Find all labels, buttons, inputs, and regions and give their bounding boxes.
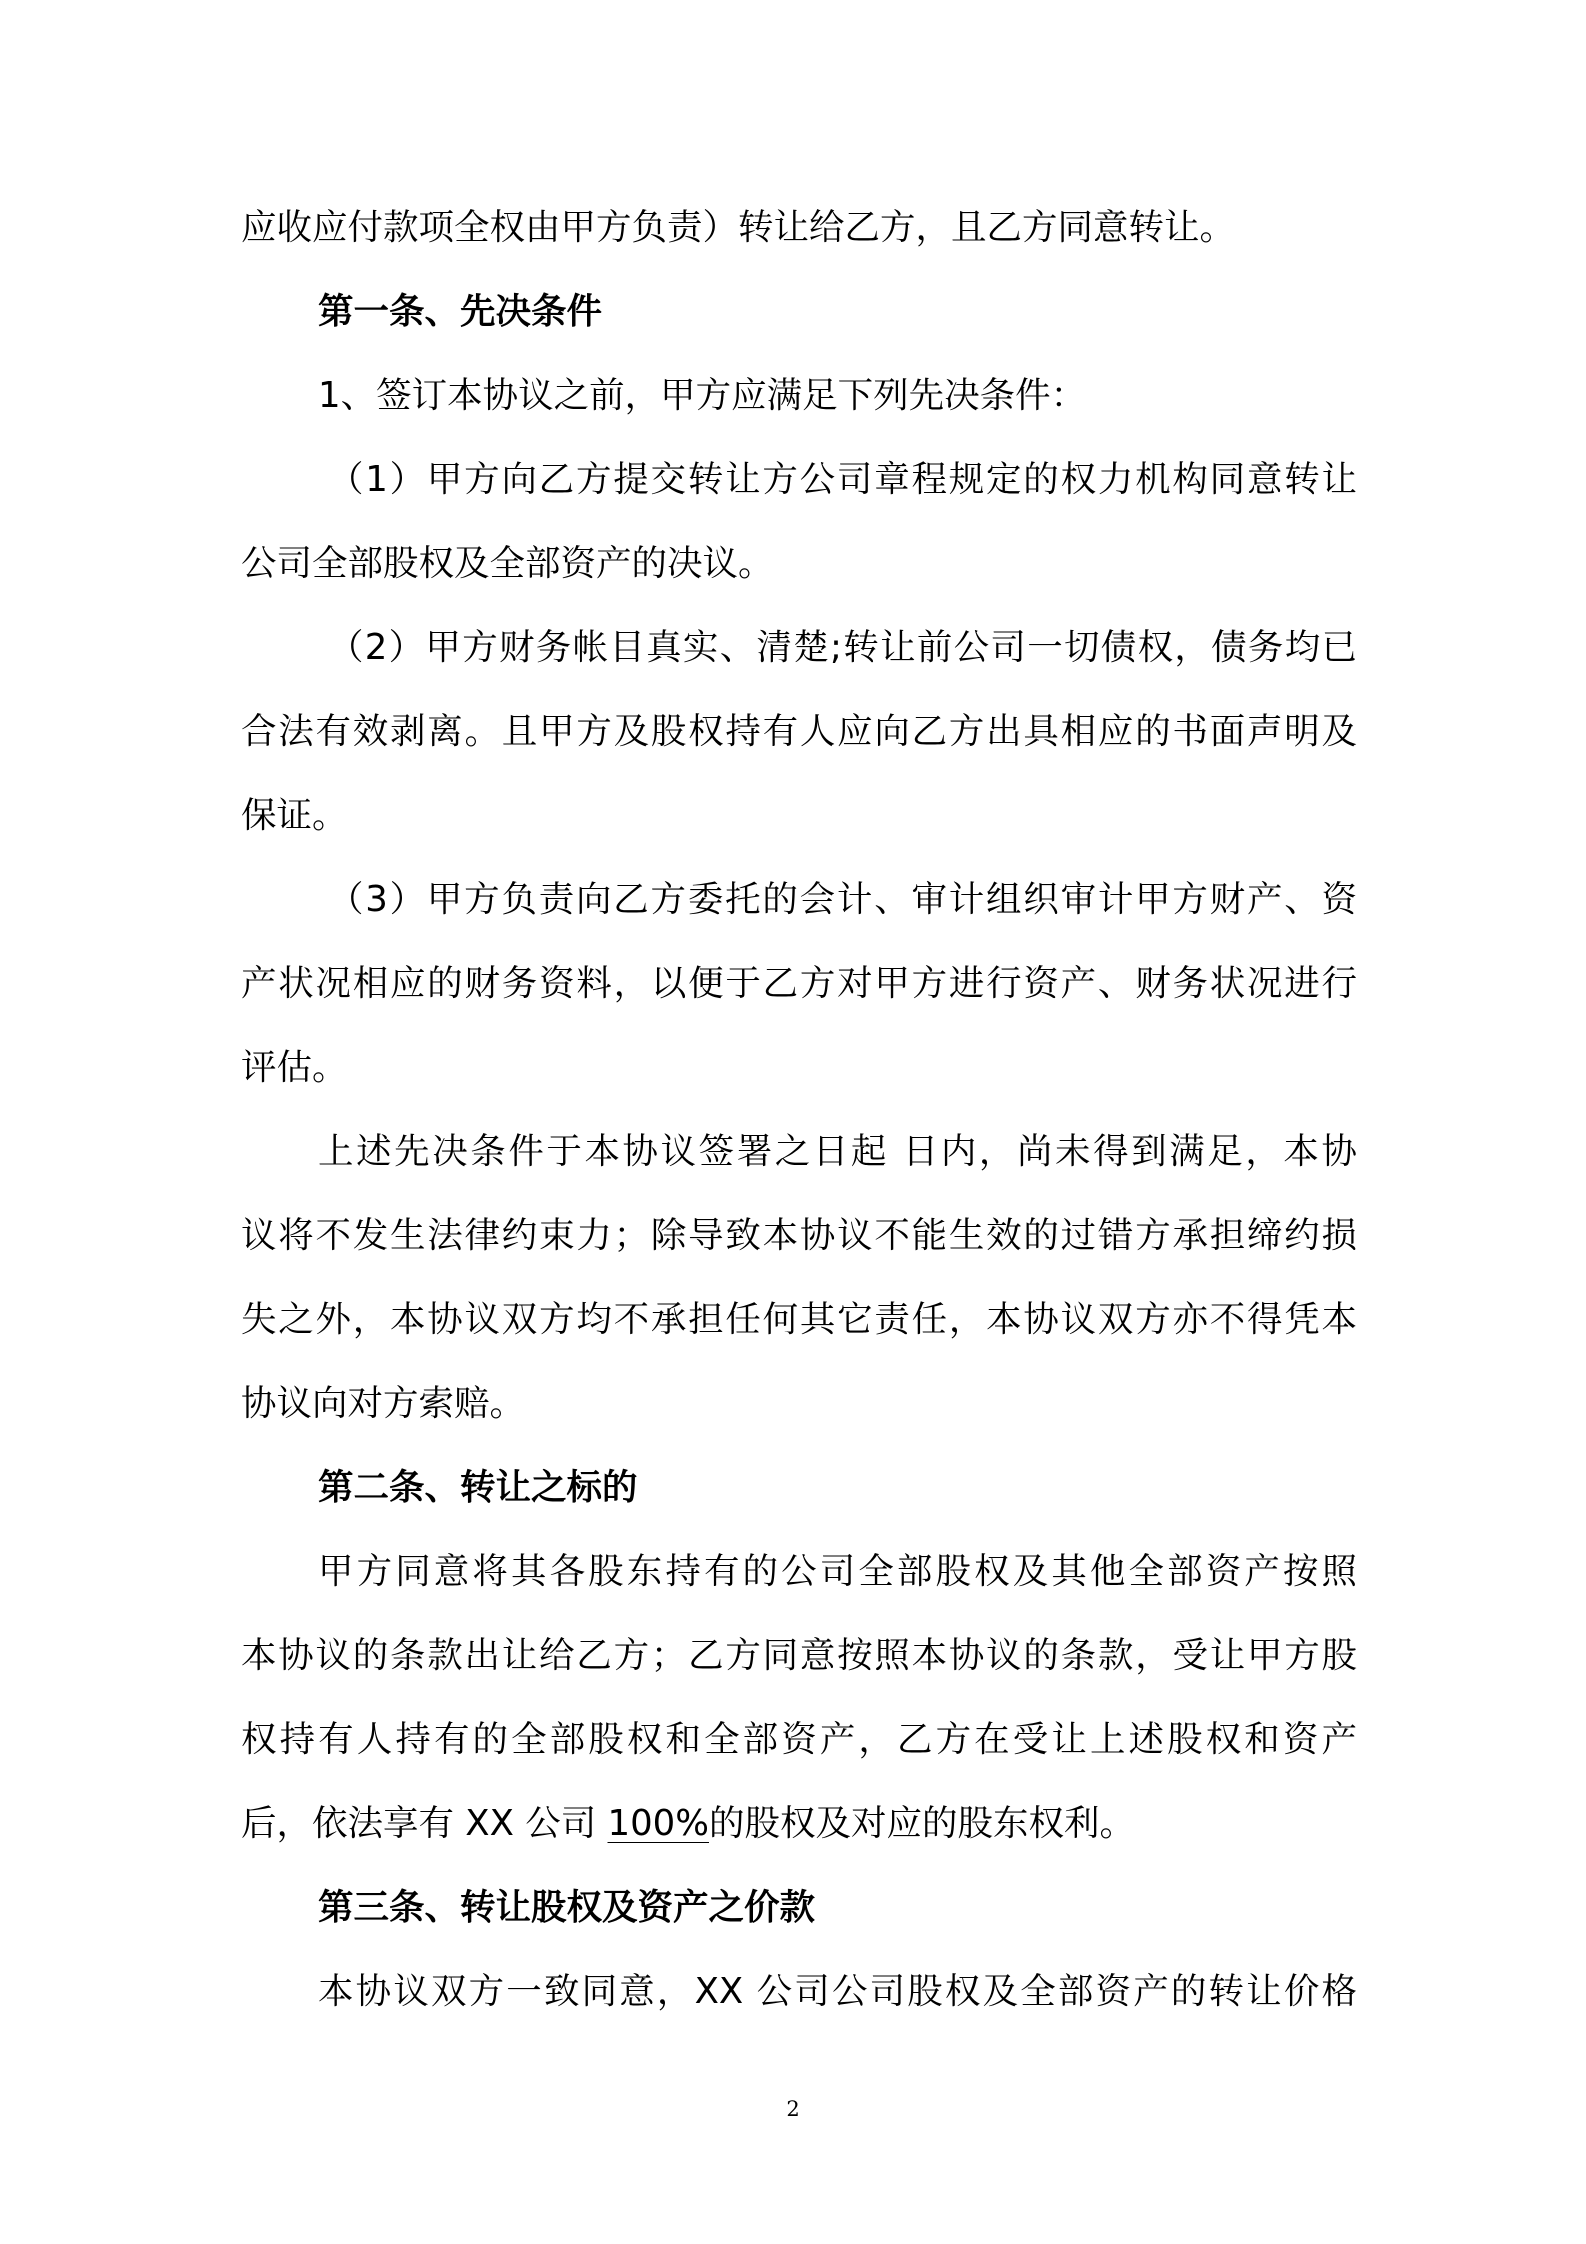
document-body <box>241 186 1357 2034</box>
paragraph-line: 上述先决条件于本协议签署之日起 日内，尚未得到满足，本协 <box>318 1131 1357 1172</box>
paragraph-line: 产状况相应的财务资料，以便于乙方对甲方进行资产、财务状况进行 <box>241 963 1357 1004</box>
paragraph-line: 1、签订本协议之前，甲方应满足下列先决条件： <box>318 375 1087 416</box>
paragraph-line: 失之外，本协议双方均不承担任何其它责任，本协议双方亦不得凭本 <box>241 1299 1357 1340</box>
paragraph-line: 合法有效剥离。且甲方及股权持有人应向乙方出具相应的书面声明及 <box>241 711 1357 752</box>
page-number: 2 <box>786 2097 800 2121</box>
text-segment: 后，依法享有 XX 公司 <box>241 1803 608 1844</box>
paragraph-line: （1）甲方向乙方提交转让方公司章程规定的权力机构同意转让 <box>328 459 1357 500</box>
text-segment: 的股权及对应的股东权利。 <box>709 1803 1136 1844</box>
paragraph-line: 应收应付款项全权由甲方负责）转让给乙方，且乙方同意转让。 <box>241 207 1236 248</box>
paragraph-line: 议将不发生法律约束力；除导致本协议不能生效的过错方承担缔约损 <box>241 1215 1357 1256</box>
paragraph-line: 甲方同意将其各股东持有的公司全部股权及其他全部资产按照 <box>318 1551 1357 1592</box>
paragraph-line: （3）甲方负责向乙方委托的会计、审计组织审计甲方财产、资 <box>328 879 1357 920</box>
section-heading-2: 第二条、转让之标的 <box>318 1467 638 1508</box>
paragraph-line: 协议向对方索赔。 <box>241 1383 526 1424</box>
paragraph-line: 评估。 <box>241 1047 348 1088</box>
paragraph-line: 本协议双方一致同意，XX 公司公司股权及全部资产的转让价格 <box>318 1971 1357 2012</box>
paragraph-line: 公司全部股权及全部资产的决议。 <box>241 543 774 584</box>
paragraph-line: （2）甲方财务帐目真实、清楚;转让前公司一切债权，债务均已 <box>328 627 1357 668</box>
underlined-percentage: 100% <box>607 1803 709 1844</box>
section-heading-1: 第一条、先决条件 <box>318 291 603 332</box>
section-heading-3: 第三条、转让股权及资产之价款 <box>318 1887 816 1928</box>
paragraph-line: 本协议的条款出让给乙方；乙方同意按照本协议的条款，受让甲方股 <box>241 1635 1357 1676</box>
paragraph-line: 保证。 <box>241 795 348 836</box>
paragraph-line: 权持有人持有的全部股权和全部资产，乙方在受让上述股权和资产 <box>241 1719 1357 1760</box>
paragraph-line <box>241 1782 1357 1866</box>
